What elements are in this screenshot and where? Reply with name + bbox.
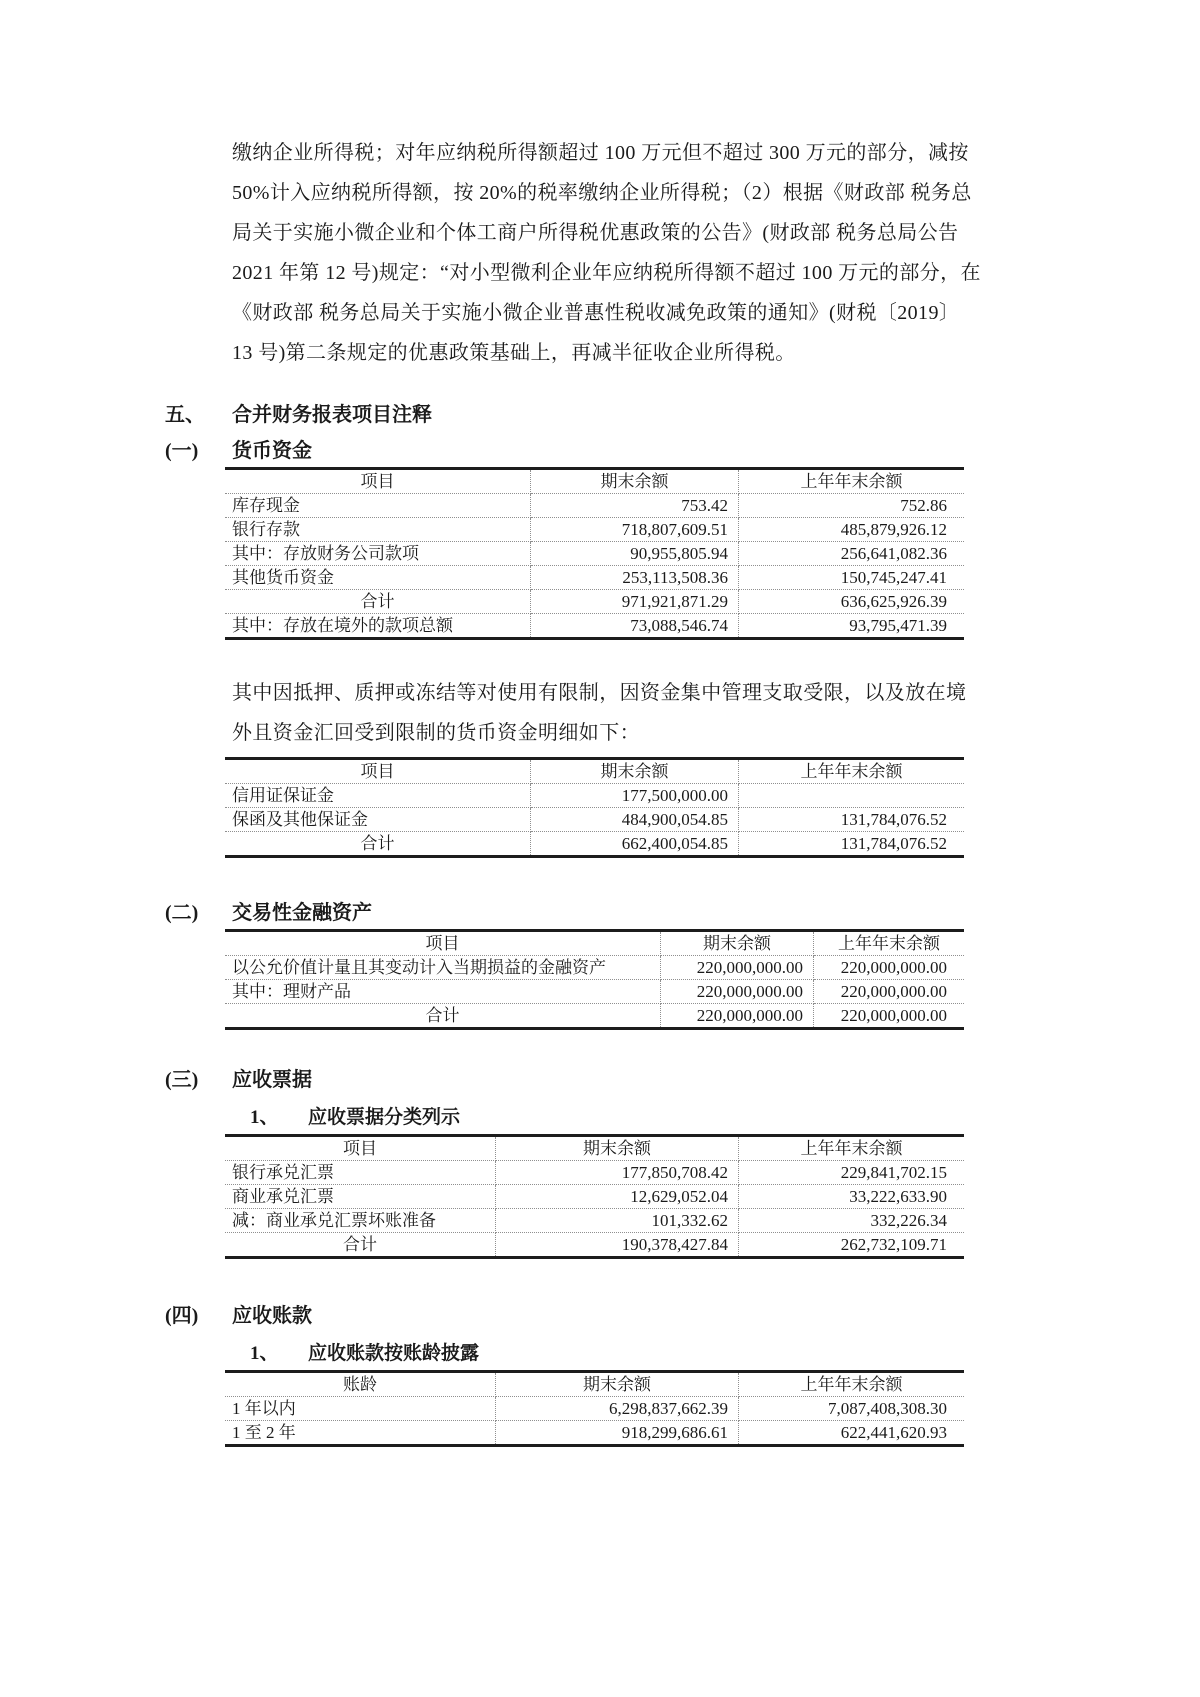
subsection-heading-monetary-funds — [165, 439, 1200, 463]
prior-period-value: 131,784,076.52 — [739, 808, 965, 832]
table-total-row — [225, 832, 964, 857]
column-header: 期末余额 — [496, 1136, 739, 1161]
prior-period-value — [739, 784, 965, 808]
row-label: 其中：理财产品 — [225, 980, 661, 1004]
prior-period-value: 93,795,471.39 — [849, 616, 947, 635]
column-header: 期末余额 — [531, 759, 739, 784]
table-row — [225, 1397, 964, 1421]
subsection-heading-accounts-receivable — [165, 1304, 1200, 1328]
subsection-number: (一) — [165, 440, 199, 462]
table-header-row — [225, 759, 964, 784]
column-header: 项目 — [225, 469, 531, 494]
table-row — [225, 956, 964, 980]
column-header: 账龄 — [225, 1372, 496, 1397]
row-label: 信用证保证金 — [225, 784, 531, 808]
column-header: 上年年末余额 — [739, 1136, 965, 1161]
column-header: 上年年末余额 — [739, 469, 965, 494]
prior-period-value: 485,879,926.12 — [739, 518, 965, 542]
prior-period-value: 131,784,076.52 — [840, 834, 947, 853]
subsection-heading-notes-receivable — [165, 1068, 1200, 1092]
current-period-value: 753.42 — [531, 494, 739, 518]
current-period-value: 918,299,686.61 — [496, 1421, 739, 1446]
subsection-title: 货币资金 — [232, 440, 312, 462]
row-label: 库存现金 — [225, 494, 531, 518]
paragraph-line: 其中因抵押、质押或冻结等对使用有限制，因资金集中管理支取受限，以及放在境 — [232, 682, 967, 704]
current-period-value: 190,378,427.84 — [496, 1233, 739, 1258]
section-number: 五、 — [165, 404, 205, 426]
current-period-value: 177,500,000.00 — [531, 784, 739, 808]
trading-financial-assets-table — [225, 929, 964, 1030]
current-period-value: 73,088,546.74 — [531, 614, 739, 639]
column-header: 项目 — [225, 931, 661, 956]
current-period-value: 253,113,508.36 — [531, 566, 739, 590]
row-label: 商业承兑汇票 — [225, 1185, 496, 1209]
current-period-value: 971,921,871.29 — [531, 590, 739, 614]
table-total-row — [225, 1004, 964, 1029]
row-label: 银行存款 — [225, 518, 531, 542]
item-number: 1、 — [250, 1107, 279, 1128]
table-header-row — [225, 469, 964, 494]
column-header: 项目 — [225, 759, 531, 784]
row-label: 保函及其他保证金 — [225, 808, 531, 832]
subsection-title: 应收账款 — [232, 1305, 312, 1327]
current-period-value: 484,900,054.85 — [531, 808, 739, 832]
column-header: 项目 — [225, 1136, 496, 1161]
item-title: 应收账款按账龄披露 — [308, 1343, 480, 1364]
numbered-item-accounts-receivable — [250, 1342, 1200, 1366]
table-row — [225, 1421, 964, 1446]
prior-period-value: 150,745,247.41 — [739, 566, 965, 590]
table-row — [225, 566, 964, 590]
table-row — [225, 808, 964, 832]
row-label: 1 年以内 — [225, 1397, 496, 1421]
row-label: 银行承兑汇票 — [225, 1161, 496, 1185]
prior-period-value: 220,000,000.00 — [840, 1006, 947, 1025]
column-header: 上年年末余额 — [739, 1372, 965, 1397]
column-header: 上年年末余额 — [814, 931, 965, 956]
prior-period-value: 33,222,633.90 — [739, 1185, 965, 1209]
row-label: 合计 — [225, 1004, 661, 1029]
restricted-funds-table — [225, 757, 964, 858]
table-row — [225, 1185, 964, 1209]
prior-period-value: 220,000,000.00 — [814, 980, 965, 1004]
paragraph-line: 2021 年第 12 号)规定：“对小型微利企业年应纳税所得额不超过 100 万元的部分，在 — [232, 262, 981, 284]
current-period-value: 718,807,609.51 — [531, 518, 739, 542]
current-period-value: 220,000,000.00 — [661, 956, 814, 980]
table-row — [225, 494, 964, 518]
table-row — [225, 542, 964, 566]
table-row — [225, 1209, 964, 1233]
paragraph-line: 50%计入应纳税所得额，按 20%的税率缴纳企业所得税；（2）根据《财政部 税务总 — [232, 182, 972, 204]
subsection-number: (三) — [165, 1069, 199, 1091]
current-period-value: 6,298,837,662.39 — [496, 1397, 739, 1421]
current-period-value: 220,000,000.00 — [661, 980, 814, 1004]
prior-period-value: 220,000,000.00 — [814, 956, 965, 980]
accounts-receivable-aging-table — [225, 1370, 964, 1447]
current-period-value: 90,955,805.94 — [531, 542, 739, 566]
table-header-row — [225, 1372, 964, 1397]
prior-period-value: 752.86 — [739, 494, 965, 518]
subsection-title: 交易性金融资产 — [232, 902, 372, 924]
table-row — [225, 518, 964, 542]
section-heading-notes — [165, 403, 1200, 427]
row-label: 以公允价值计量且其变动计入当期损益的金融资产 — [225, 956, 661, 980]
prior-period-value: 229,841,702.15 — [739, 1161, 965, 1185]
monetary-funds-table — [225, 467, 964, 640]
row-label: 减：商业承兑汇票坏账准备 — [225, 1209, 496, 1233]
column-header: 期末余额 — [661, 931, 814, 956]
prior-period-value: 332,226.34 — [739, 1209, 965, 1233]
subsection-number: (二) — [165, 902, 199, 924]
prior-period-value: 256,641,082.36 — [739, 542, 965, 566]
column-header: 期末余额 — [496, 1372, 739, 1397]
tax-policy-paragraph — [232, 133, 981, 373]
current-period-value: 177,850,708.42 — [496, 1161, 739, 1185]
table-header-row — [225, 931, 964, 956]
subsection-title: 应收票据 — [232, 1069, 312, 1091]
restricted-funds-note — [232, 673, 972, 753]
current-period-value: 101,332.62 — [496, 1209, 739, 1233]
row-label: 合计 — [225, 590, 531, 614]
paragraph-line: 13 号)第二条规定的优惠政策基础上，再减半征收企业所得税。 — [232, 342, 796, 364]
table-total-row — [225, 1233, 964, 1258]
item-title: 应收票据分类列示 — [308, 1107, 461, 1128]
current-period-value: 662,400,054.85 — [531, 832, 739, 857]
paragraph-line: 局关于实施小微企业和个体工商户所得税优惠政策的公告》(财政部 税务总局公告 — [232, 222, 959, 244]
prior-period-value: 7,087,408,308.30 — [739, 1397, 965, 1421]
row-label: 其中：存放在境外的款项总额 — [225, 614, 531, 639]
prior-period-value: 636,625,926.39 — [739, 590, 965, 614]
row-label: 其他货币资金 — [225, 566, 531, 590]
column-header: 上年年末余额 — [739, 759, 965, 784]
table-row — [225, 1161, 964, 1185]
prior-period-value: 262,732,109.71 — [840, 1235, 947, 1254]
subsection-number: (四) — [165, 1305, 199, 1327]
section-title: 合并财务报表项目注释 — [232, 404, 432, 426]
prior-period-value: 622,441,620.93 — [840, 1423, 947, 1442]
row-label: 合计 — [225, 1233, 496, 1258]
row-label: 1 至 2 年 — [225, 1421, 496, 1446]
paragraph-line: 《财政部 税务总局关于实施小微企业普惠性税收减免政策的通知》(财税〔2019〕 — [232, 302, 960, 324]
table-total-row — [225, 590, 964, 614]
paragraph-line: 缴纳企业所得税；对年应纳税所得额超过 100 万元但不超过 300 万元的部分，减按 — [232, 142, 969, 164]
row-label: 其中：存放财务公司款项 — [225, 542, 531, 566]
table-row — [225, 614, 964, 639]
numbered-item-notes-receivable — [250, 1106, 1200, 1130]
table-header-row — [225, 1136, 964, 1161]
row-label: 合计 — [225, 832, 531, 857]
paragraph-line: 外且资金汇回受到限制的货币资金明细如下： — [232, 722, 640, 744]
notes-receivable-table — [225, 1134, 964, 1259]
item-number: 1、 — [250, 1343, 279, 1364]
subsection-heading-trading-assets — [165, 901, 1200, 925]
current-period-value: 220,000,000.00 — [661, 1004, 814, 1029]
table-row — [225, 784, 964, 808]
current-period-value: 12,629,052.04 — [496, 1185, 739, 1209]
table-row — [225, 980, 964, 1004]
column-header: 期末余额 — [531, 469, 739, 494]
